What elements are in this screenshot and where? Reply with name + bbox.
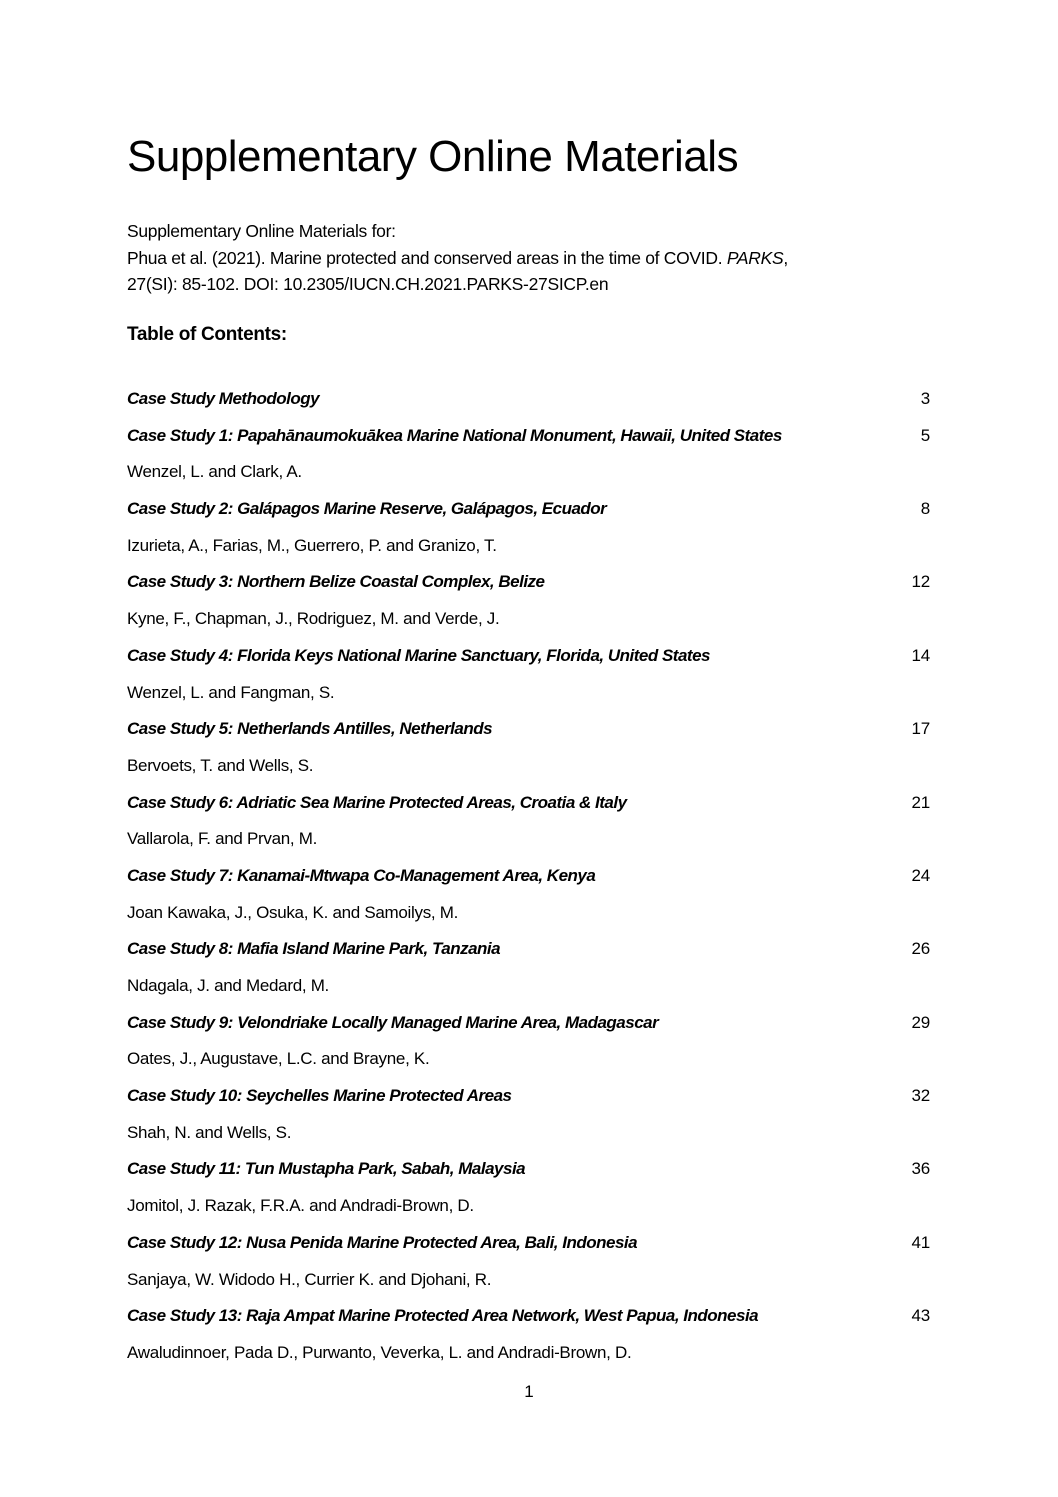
toc-page-number[interactable]: 43 <box>911 1306 930 1326</box>
toc-entry-authors: Kyne, F., Chapman, J., Rodriguez, M. and Verde, J. <box>127 609 500 629</box>
toc-entry[interactable] <box>127 1304 930 1341</box>
toc-page-number[interactable]: 21 <box>911 792 930 812</box>
toc-page-number[interactable]: 26 <box>911 939 930 959</box>
toc-entry-title[interactable]: Case Study 12: Nusa Penida Marine Protected Area, Bali, Indonesia <box>127 1232 638 1252</box>
toc-entry-title[interactable]: Case Study 6: Adriatic Sea Marine Protected Areas, Croatia & Italy <box>127 792 627 812</box>
toc-entry-title[interactable]: Case Study 4: Florida Keys National Marine Sanctuary, Florida, United States <box>127 645 710 665</box>
toc-entry-authors: Shah, N. and Wells, S. <box>127 1122 292 1142</box>
page-number: 1 <box>524 1382 534 1401</box>
toc-entry-authors: Vallarola, F. and Prvan, M. <box>127 829 318 849</box>
toc-entry-title[interactable]: Case Study 11: Tun Mustapha Park, Sabah, Malaysia <box>127 1159 526 1179</box>
toc-page-number[interactable]: 24 <box>911 865 930 885</box>
toc-entry-title[interactable]: Case Study 1: Papahānaumokuākea Marine National Monument, Hawaii, United States <box>127 425 782 445</box>
journal-name: PARKS <box>726 247 784 268</box>
toc-entry[interactable] <box>127 644 930 681</box>
toc-page-number[interactable]: 12 <box>911 572 930 592</box>
toc-entry-title[interactable]: Case Study Methodology <box>127 389 320 408</box>
toc-entry[interactable] <box>127 497 930 534</box>
toc-entry-title[interactable]: Case Study 5: Netherlands Antilles, Netherlands <box>127 719 493 739</box>
toc-entry-authors: Izurieta, A., Farias, M., Guerrero, P. and Granizo, T. <box>127 535 497 555</box>
citation-line <box>127 245 907 272</box>
toc-entry[interactable] <box>127 937 930 974</box>
citation-doi: 27(SI): 85-102. DOI: 10.2305/IUCN.CH.2021.PARKS-27SICP.en <box>127 274 609 294</box>
toc-entry[interactable] <box>127 387 930 424</box>
toc-page-number[interactable]: 17 <box>911 719 930 739</box>
toc-entry-authors: Wenzel, L. and Fangman, S. <box>127 682 335 702</box>
toc-entry-title[interactable]: Case Study 8: Mafia Island Marine Park, Tanzania <box>127 939 501 959</box>
toc-entry[interactable] <box>127 717 930 754</box>
toc-entry-authors: Wenzel, L. and Clark, A. <box>127 462 302 482</box>
toc-page-number[interactable]: 3 <box>920 389 930 408</box>
toc-entry-authors: Bervoets, T. and Wells, S. <box>127 755 314 775</box>
toc-page-number[interactable]: 32 <box>911 1086 930 1106</box>
toc-page-number[interactable]: 36 <box>911 1159 930 1179</box>
citation-intro: Supplementary Online Materials for: <box>127 221 396 241</box>
toc-entry-title[interactable]: Case Study 10: Seychelles Marine Protected Areas <box>127 1086 512 1106</box>
table-of-contents <box>127 387 930 1378</box>
toc-entry-title[interactable]: Case Study 9: Velondriake Locally Managed Marine Area, Madagascar <box>127 1012 659 1032</box>
citation-text: Phua et al. (2021). Marine protected and conserved areas in the time of COVID. <box>127 247 727 268</box>
page-title: Supplementary Online Materials <box>127 132 739 181</box>
toc-entry[interactable] <box>127 1231 930 1268</box>
toc-page-number[interactable]: 41 <box>911 1232 930 1252</box>
toc-entry[interactable] <box>127 864 930 901</box>
toc-entry-authors: Awaludinnoer, Pada D., Purwanto, Veverka, L. and Andradi-Brown, D. <box>127 1342 632 1362</box>
toc-entry-title[interactable]: Case Study 13: Raja Ampat Marine Protected Area Network, West Papua, Indonesia <box>127 1306 759 1326</box>
toc-entry-authors: Oates, J., Augustave, L.C. and Brayne, K. <box>127 1049 430 1069</box>
toc-entry[interactable] <box>127 570 930 607</box>
toc-entry-title[interactable]: Case Study 3: Northern Belize Coastal Complex, Belize <box>127 572 545 592</box>
toc-entry[interactable] <box>127 791 930 828</box>
toc-entry-title[interactable]: Case Study 2: Galápagos Marine Reserve, Galápagos, Ecuador <box>127 499 607 519</box>
toc-page-number[interactable]: 5 <box>920 425 930 445</box>
toc-page-number[interactable]: 29 <box>911 1012 930 1032</box>
toc-page-number[interactable]: 14 <box>911 645 930 665</box>
citation-block <box>127 218 907 298</box>
toc-heading: Table of Contents: <box>127 324 287 345</box>
toc-entry-authors: Jomitol, J. Razak, F.R.A. and Andradi-Brown, D. <box>127 1196 474 1216</box>
toc-entry[interactable] <box>127 1011 930 1048</box>
toc-entry-authors: Joan Kawaka, J., Osuka, K. and Samoilys, M. <box>127 902 459 922</box>
citation-punct: , <box>783 247 788 268</box>
toc-entry-title[interactable]: Case Study 7: Kanamai-Mtwapa Co-Management Area, Kenya <box>127 865 596 885</box>
toc-entry-authors: Sanjaya, W. Widodo H., Currier K. and Djohani, R. <box>127 1269 492 1289</box>
toc-entry[interactable] <box>127 1157 930 1194</box>
toc-entry-authors: Ndagala, J. and Medard, M. <box>127 976 329 995</box>
toc-entry[interactable] <box>127 424 930 461</box>
toc-entry[interactable] <box>127 1084 930 1121</box>
toc-page-number[interactable]: 8 <box>920 499 930 519</box>
